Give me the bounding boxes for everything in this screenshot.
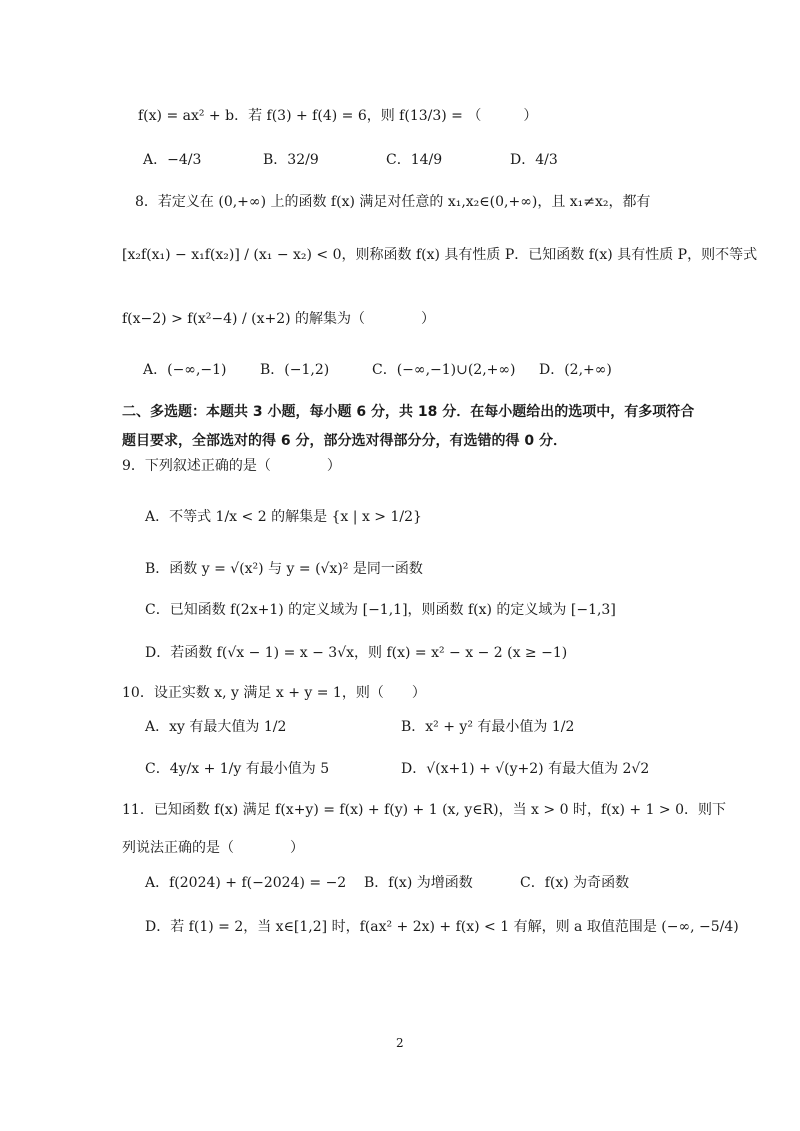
q7-stem: f(x) = ax² + b．若 f(3) + f(4) = 6，则 f(13/3) = （ ） <box>138 108 538 124</box>
q11-line-2: 列说法正确的是（ ） <box>122 840 304 856</box>
q9-option-d: D．若函数 f(√x − 1) = x − 3√x，则 f(x) = x² − x − 2 (x ≥ −1) <box>145 645 568 661</box>
q11-option-a: A．f(2024) + f(−2024) = −2 <box>145 875 347 891</box>
q11-option-c: C．f(x) 为奇函数 <box>520 875 630 891</box>
q8-option-c: C．(−∞,−1)∪(2,+∞) <box>372 362 516 378</box>
q7-option-c: C．14/9 <box>386 152 443 168</box>
q8-option-a: A．(−∞,−1) <box>143 362 227 378</box>
q10-option-c: C．4y/x + 1/y 有最小值为 5 <box>145 761 330 777</box>
q9-option-c: C．已知函数 f(2x+1) 的定义域为 [−1,1]，则函数 f(x) 的定义域为 [−1,3] <box>145 602 616 618</box>
section-2-heading-line-1: 二、多选题：本题共 3 小题，每小题 6 分，共 18 分．在每小题给出的选项中，有多项符合 <box>122 404 695 420</box>
q7-option-a: A．−4/3 <box>143 152 202 168</box>
q10-option-b: B．x² + y² 有最小值为 1/2 <box>401 719 575 735</box>
q8-line-1: 8．若定义在 (0,+∞) 上的函数 f(x) 满足对任意的 x₁,x₂∈(0,+∞)，且 x₁≠x₂，都有 <box>135 194 651 210</box>
q9-option-b: B．函数 y = √(x²) 与 y = (√x)² 是同一函数 <box>145 561 423 577</box>
q8-line-2: [x₂f(x₁) − x₁f(x₂)] / (x₁ − x₂) < 0，则称函数 f(x) 具有性质 P．已知函数 f(x) 具有性质 P，则不等式 <box>122 247 758 263</box>
q8-line-3: f(x−2) > f(x²−4) / (x+2) 的解集为（ ） <box>122 311 436 327</box>
q11-line-1: 11．已知函数 f(x) 满足 f(x+y) = f(x) + f(y) + 1 (x, y∈R)，当 x > 0 时，f(x) + 1 > 0．则下 <box>122 802 727 818</box>
q8-option-d: D．(2,+∞) <box>539 362 612 378</box>
q8-option-b: B．(−1,2) <box>260 362 330 378</box>
q9-option-a: A．不等式 1/x < 2 的解集是 {x | x > 1/2} <box>145 509 422 525</box>
q10-option-a: A．xy 有最大值为 1/2 <box>145 719 287 735</box>
q11-option-b: B．f(x) 为增函数 <box>364 875 473 891</box>
page-number: 2 <box>396 1036 404 1050</box>
section-2-heading-line-2: 题目要求，全部选对的得 6 分，部分选对得部分分，有选错的得 0 分． <box>122 433 567 449</box>
q10-stem: 10．设正实数 x, y 满足 x + y = 1，则（ ） <box>122 685 426 701</box>
q7-option-b: B．32/9 <box>263 152 319 168</box>
q7-option-d: D．4/3 <box>510 152 558 168</box>
q9-stem: 9．下列叙述正确的是（ ） <box>122 458 341 474</box>
q11-option-d: D．若 f(1) = 2，当 x∈[1,2] 时，f(ax² + 2x) + f(x) < 1 有解，则 a 取值范围是 (−∞, −5/4) <box>145 919 739 935</box>
q10-option-d: D．√(x+1) + √(y+2) 有最大值为 2√2 <box>401 761 650 777</box>
